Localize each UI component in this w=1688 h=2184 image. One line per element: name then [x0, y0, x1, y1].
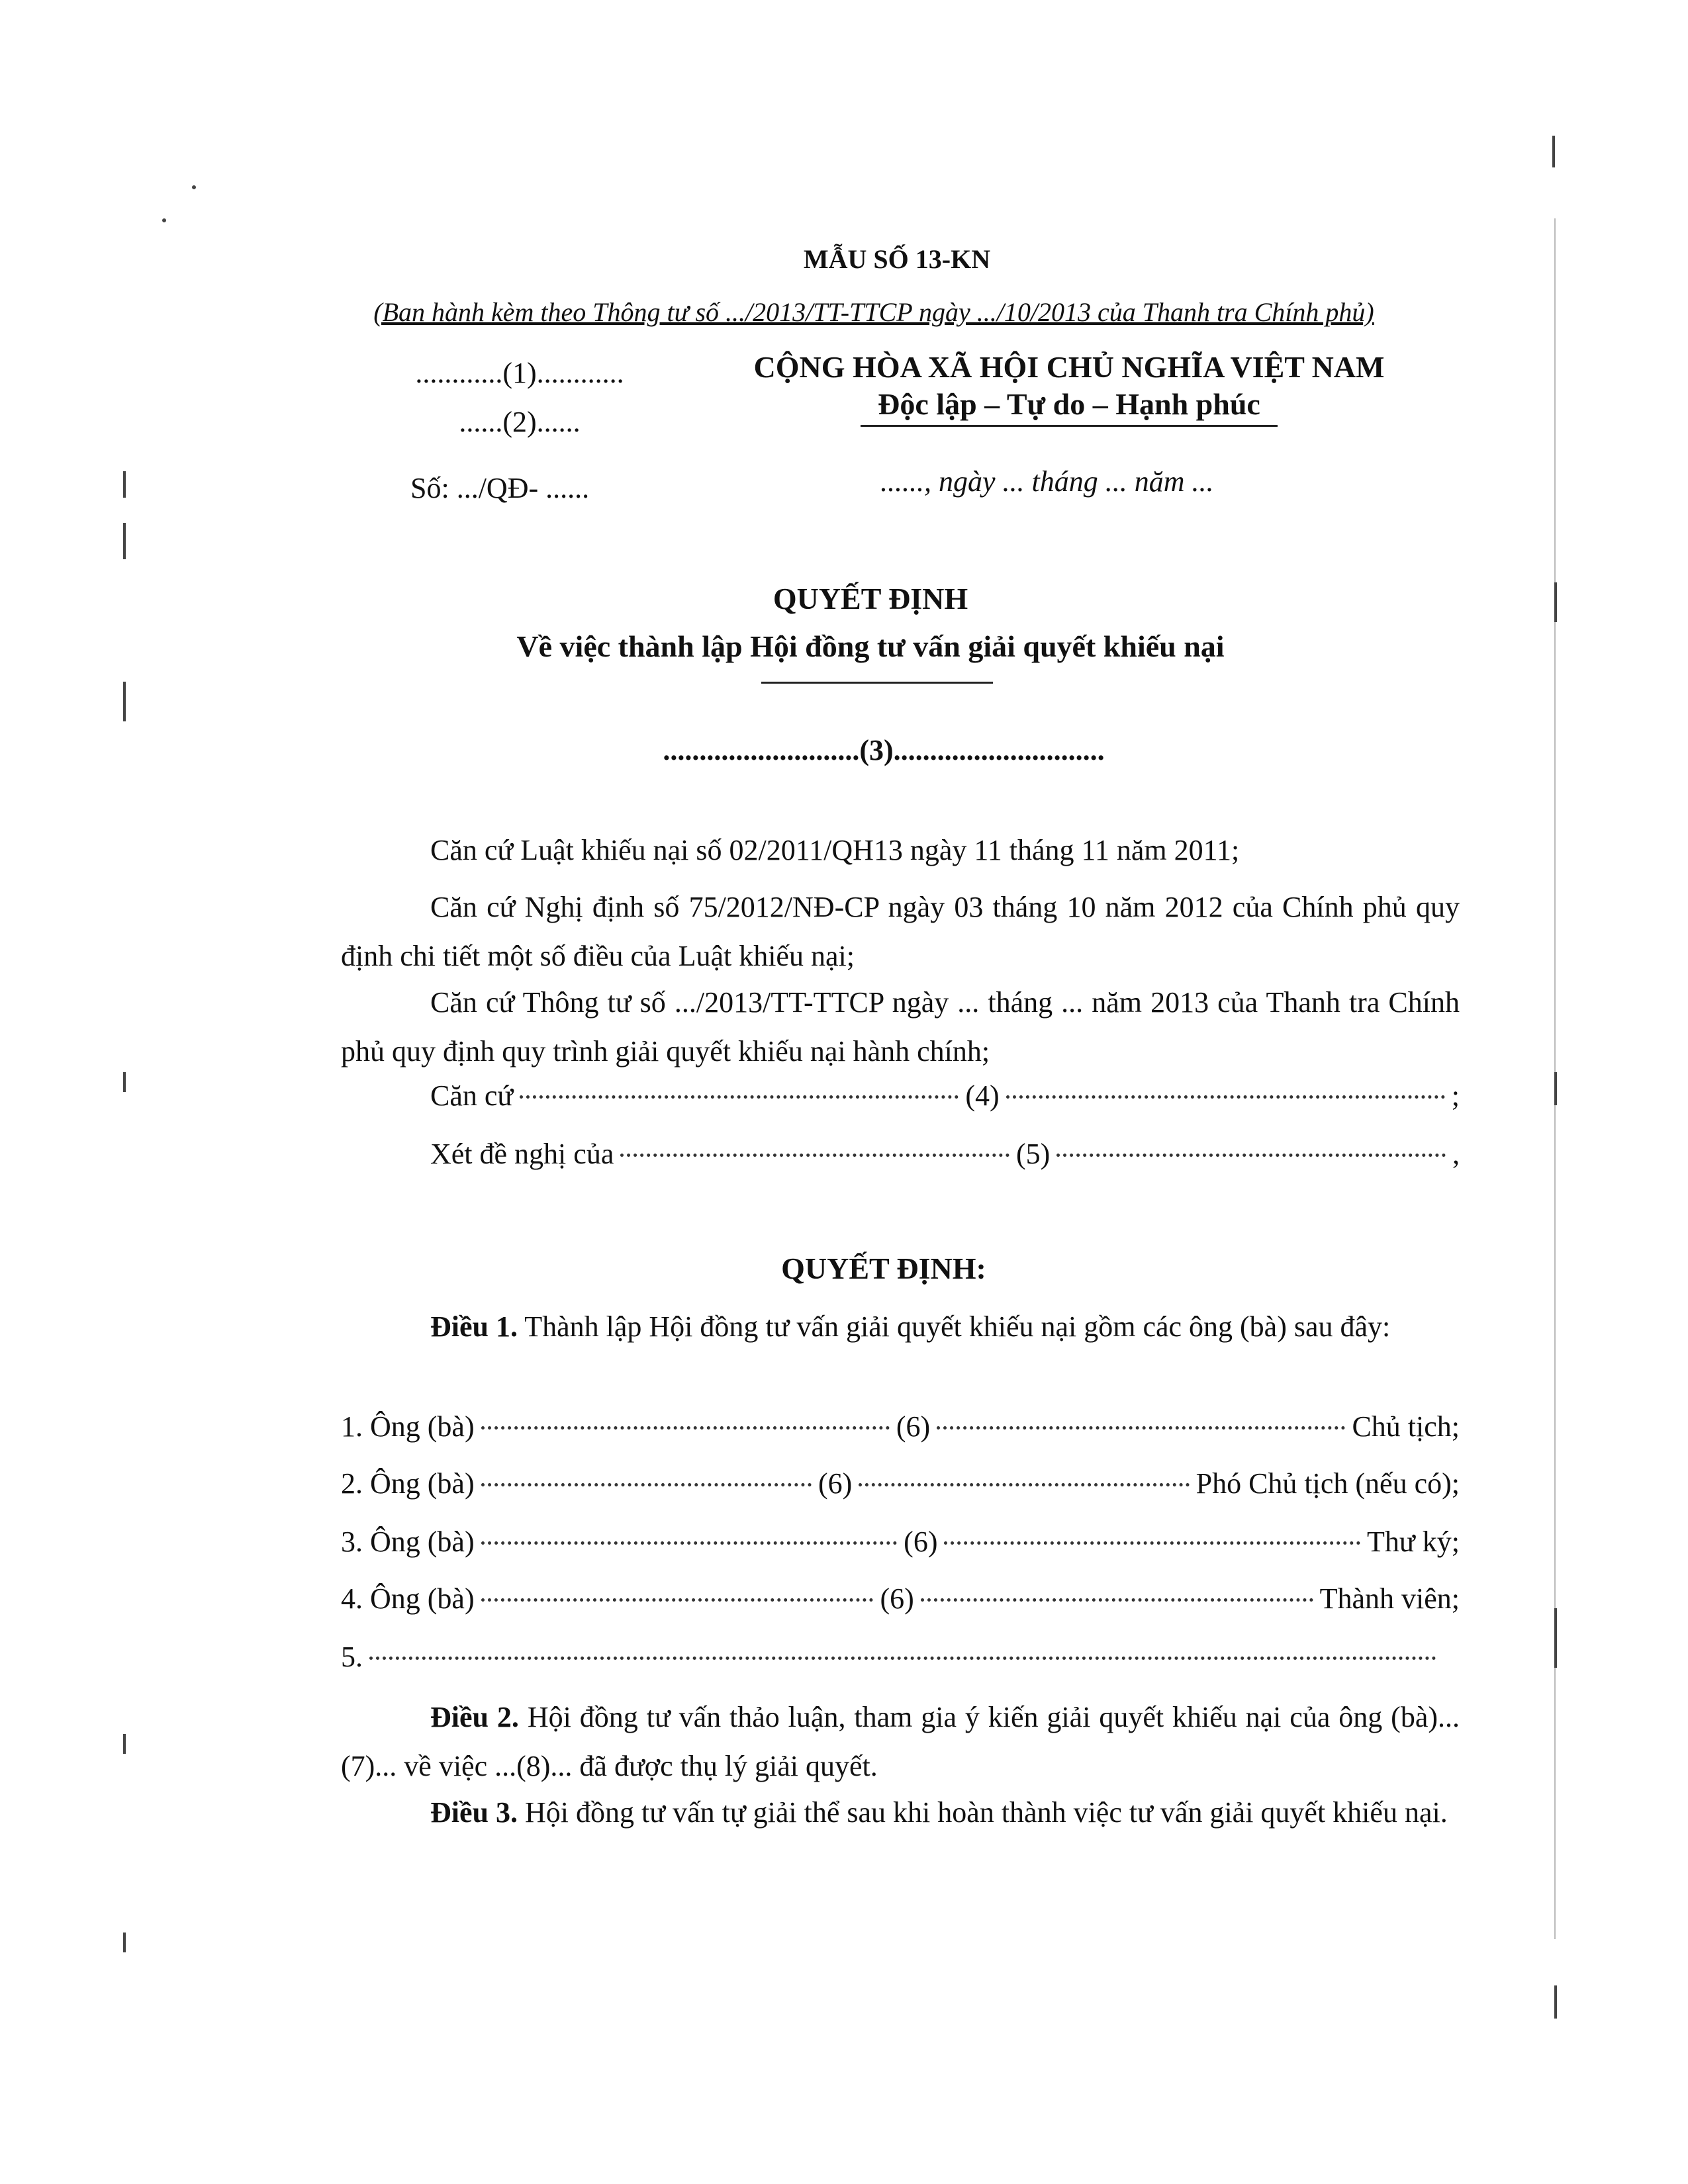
issuing-authority: ...........................(3).............................: [663, 734, 1105, 766]
issued-note: (Ban hành kèm theo Thông tư số .../2013/TT-TTCP ngày .../10/2013 của Thanh tra Chính phủ): [373, 297, 1374, 327]
title-underline: [761, 682, 993, 684]
basis-5-mark: (5): [1016, 1138, 1051, 1170]
member-row-4: [341, 1582, 1460, 1615]
article-3-text: Hội đồng tư vấn tự giải thể sau khi hoàn thành việc tư vấn giải quyết khiếu nại.: [525, 1796, 1448, 1829]
member-row-5: [341, 1640, 1443, 1674]
scan-mark: [123, 523, 126, 559]
decision-title: QUYẾT ĐỊNH: [773, 582, 968, 615]
scan-mark: [123, 682, 126, 721]
decision-subject: Về việc thành lập Hội đồng tư vấn giải quyết khiếu nại: [516, 629, 1225, 663]
member-prefix: 3. Ông (bà): [341, 1525, 475, 1558]
scan-mark: [123, 1734, 126, 1754]
member-role: Phó Chủ tịch (nếu có);: [1196, 1467, 1460, 1500]
member-mark: (6): [818, 1467, 853, 1500]
basis-4-mark: (4): [965, 1079, 1000, 1112]
member-prefix: 5.: [341, 1641, 363, 1673]
member-row-3: [341, 1525, 1460, 1559]
motto-underline: [861, 425, 1278, 427]
dotted-leader: [937, 1426, 1345, 1430]
dotted-leader: [481, 1541, 898, 1545]
article-1-text: Thành lập Hội đồng tư vấn giải quyết khiếu nại gồm các ông (bà) sau đây:: [524, 1310, 1391, 1343]
basis-5-end: ,: [1452, 1138, 1460, 1170]
decision-heading: QUYẾT ĐỊNH:: [781, 1251, 986, 1285]
scan-mark: [1554, 1608, 1557, 1668]
scan-mark: [1554, 1072, 1557, 1105]
dotted-leader: [481, 1598, 874, 1602]
basis-4-label: Căn cứ: [430, 1079, 514, 1112]
member-role: Thư ký;: [1367, 1525, 1460, 1558]
scan-mark: [1552, 136, 1555, 167]
dotted-leader: [520, 1095, 959, 1099]
agency-line-1: ............(1)............: [415, 357, 624, 389]
dotted-leader: [481, 1426, 890, 1430]
date-line: ......, ngày ... tháng ... năm ...: [880, 465, 1214, 498]
dotted-leader: [369, 1657, 1436, 1660]
scan-mark: [123, 1072, 126, 1092]
country-name: CỘNG HÒA XÃ HỘI CHỦ NGHĨA VIỆT NAM: [753, 350, 1385, 384]
dotted-leader: [620, 1154, 1009, 1157]
member-mark: (6): [904, 1525, 938, 1558]
dotted-leader: [944, 1541, 1360, 1545]
basis-decree: Căn cứ Nghị định số 75/2012/NĐ-CP ngày 03 tháng 10 năm 2012 của Chính phủ quy định chi tiết một số điều của Luật khiếu nại;: [341, 891, 1460, 972]
scan-speck: [192, 185, 196, 189]
member-role: Chủ tịch;: [1352, 1410, 1460, 1443]
member-prefix: 4. Ông (bà): [341, 1582, 475, 1615]
agency-line-2: ......(2)......: [459, 406, 581, 438]
scan-mark: [1554, 582, 1557, 622]
dotted-leader: [481, 1483, 812, 1486]
member-mark: (6): [880, 1582, 914, 1615]
dotted-leader: [921, 1598, 1313, 1602]
article-3-label: Điều 3.: [430, 1796, 518, 1829]
member-row-1: [341, 1410, 1460, 1443]
article-3: [341, 1788, 1460, 1837]
decision-number: Số: .../QĐ- ......: [410, 472, 590, 504]
basis-circular: Căn cứ Thông tư số .../2013/TT-TTCP ngày ... tháng ... năm 2013 của Thanh tra Chính phủ quy định quy trình giải quyết khiếu nại hành chính;: [341, 986, 1460, 1068]
scan-mark: [123, 471, 126, 498]
article-1-label: Điều 1.: [430, 1310, 518, 1343]
scan-mark: [1554, 1985, 1557, 2019]
scan-speck: [162, 218, 166, 222]
member-row-2: [341, 1467, 1460, 1500]
member-role: Thành viên;: [1319, 1582, 1460, 1615]
member-prefix: 2. Ông (bà): [341, 1467, 475, 1500]
article-2-label: Điều 2.: [430, 1701, 519, 1733]
basis-5-row: [430, 1137, 1460, 1171]
dotted-leader: [859, 1483, 1189, 1486]
member-prefix: 1. Ông (bà): [341, 1410, 475, 1443]
dotted-leader: [1056, 1154, 1446, 1157]
dotted-leader: [1006, 1095, 1445, 1099]
article-1: [341, 1302, 1460, 1351]
scan-mark: [123, 1933, 126, 1952]
member-mark: (6): [896, 1410, 931, 1443]
motto: Độc lập – Tự do – Hạnh phúc: [878, 387, 1260, 421]
article-2-text: Hội đồng tư vấn thảo luận, tham gia ý kiến giải quyết khiếu nại của ông (bà)...(7)... về việc ...(8)... đã được thụ lý giải quyết.: [341, 1701, 1460, 1782]
basis-4-end: ;: [1451, 1079, 1460, 1112]
basis-4-row: [430, 1079, 1460, 1113]
form-code: MẪU SỐ 13-KN: [803, 244, 991, 274]
basis-law: Căn cứ Luật khiếu nại số 02/2011/QH13 ngày 11 tháng 11 năm 2011;: [430, 834, 1240, 866]
basis-5-label: Xét đề nghị của: [430, 1138, 614, 1170]
article-2: [341, 1693, 1460, 1791]
